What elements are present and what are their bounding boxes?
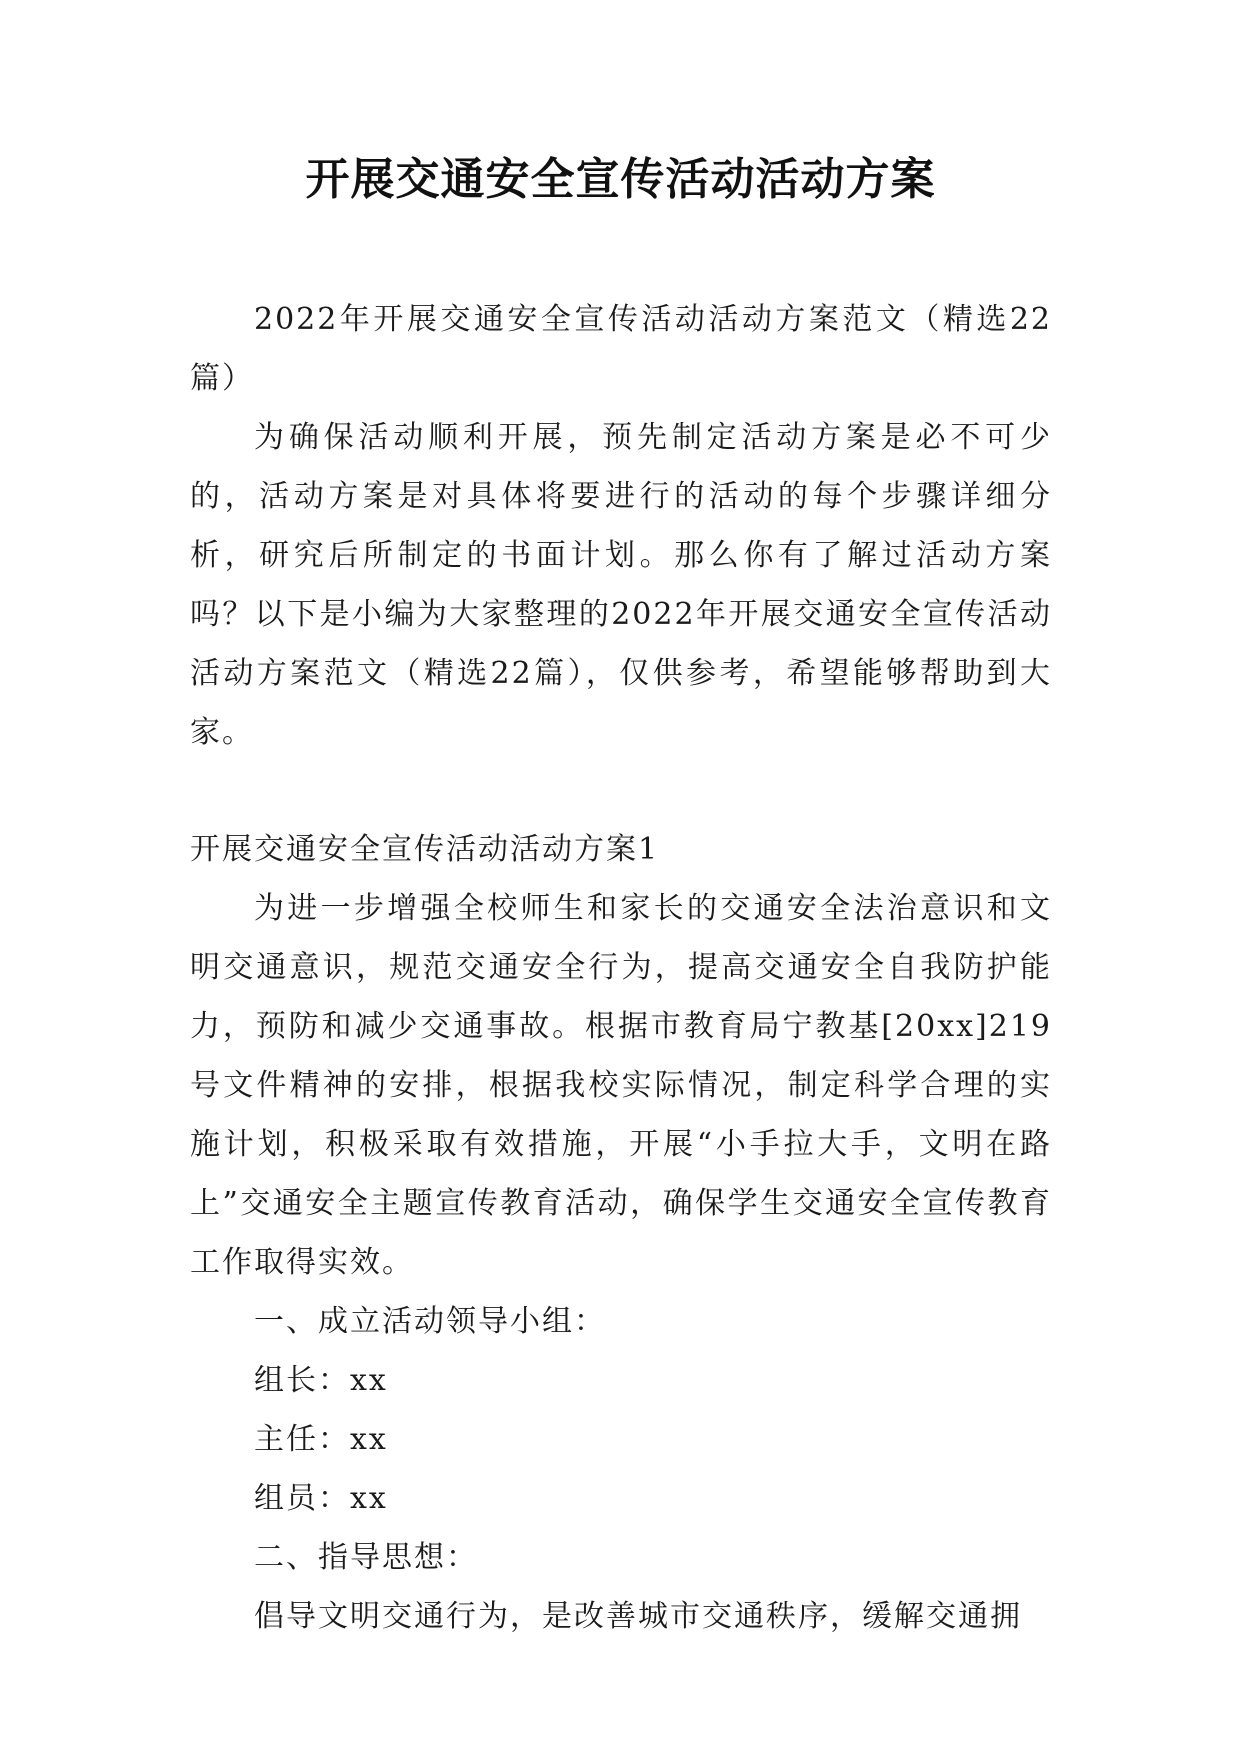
- list-item: 主任：xx: [254, 1422, 388, 1457]
- intro-paragraph: 为确保活动顺利开展，预先制定活动方案是必不可少的，活动方案是对具体将要进行的活动的每个步骤详细分析，研究后所制定的书面计划。那么你有了解过活动方案吗？以下是小编为大家整理的2022年开展交通安全宣传活动活动方案范文（精选22篇），仅供参考，希望能够帮助到大家。: [190, 420, 1052, 750]
- list-item: 组长：xx: [254, 1363, 388, 1398]
- list-heading: 一、成立活动领导小组：: [254, 1304, 606, 1339]
- subtitle-paragraph: 2022年开展交通安全宣传活动活动方案范文（精选22篇）: [190, 302, 1052, 396]
- list-item: 组员：xx: [254, 1481, 388, 1516]
- body-paragraph: 为进一步增强全校师生和家长的交通安全法治意识和文明交通意识，规范交通安全行为，提高交通安全自我防护能力，预防和减少交通事故。根据市教育局宁教基[20xx]219号文件精神的安排，根据我校实际情况，制定科学合理的实施计划，积极采取有效措施，开展“小手拉大手，文明在路上”交通安全主题宣传教育活动，确保学生交通安全宣传教育工作取得实效。: [190, 891, 1052, 1280]
- document-body: [190, 290, 1052, 1646]
- section-heading: 开展交通安全宣传活动活动方案1: [190, 832, 660, 867]
- body-paragraph: 倡导文明交通行为，是改善城市交通秩序，缓解交通拥: [254, 1599, 1022, 1634]
- document-title: 开展交通安全宣传活动活动方案: [305, 154, 936, 205]
- list-heading: 二、指导思想：: [254, 1540, 478, 1575]
